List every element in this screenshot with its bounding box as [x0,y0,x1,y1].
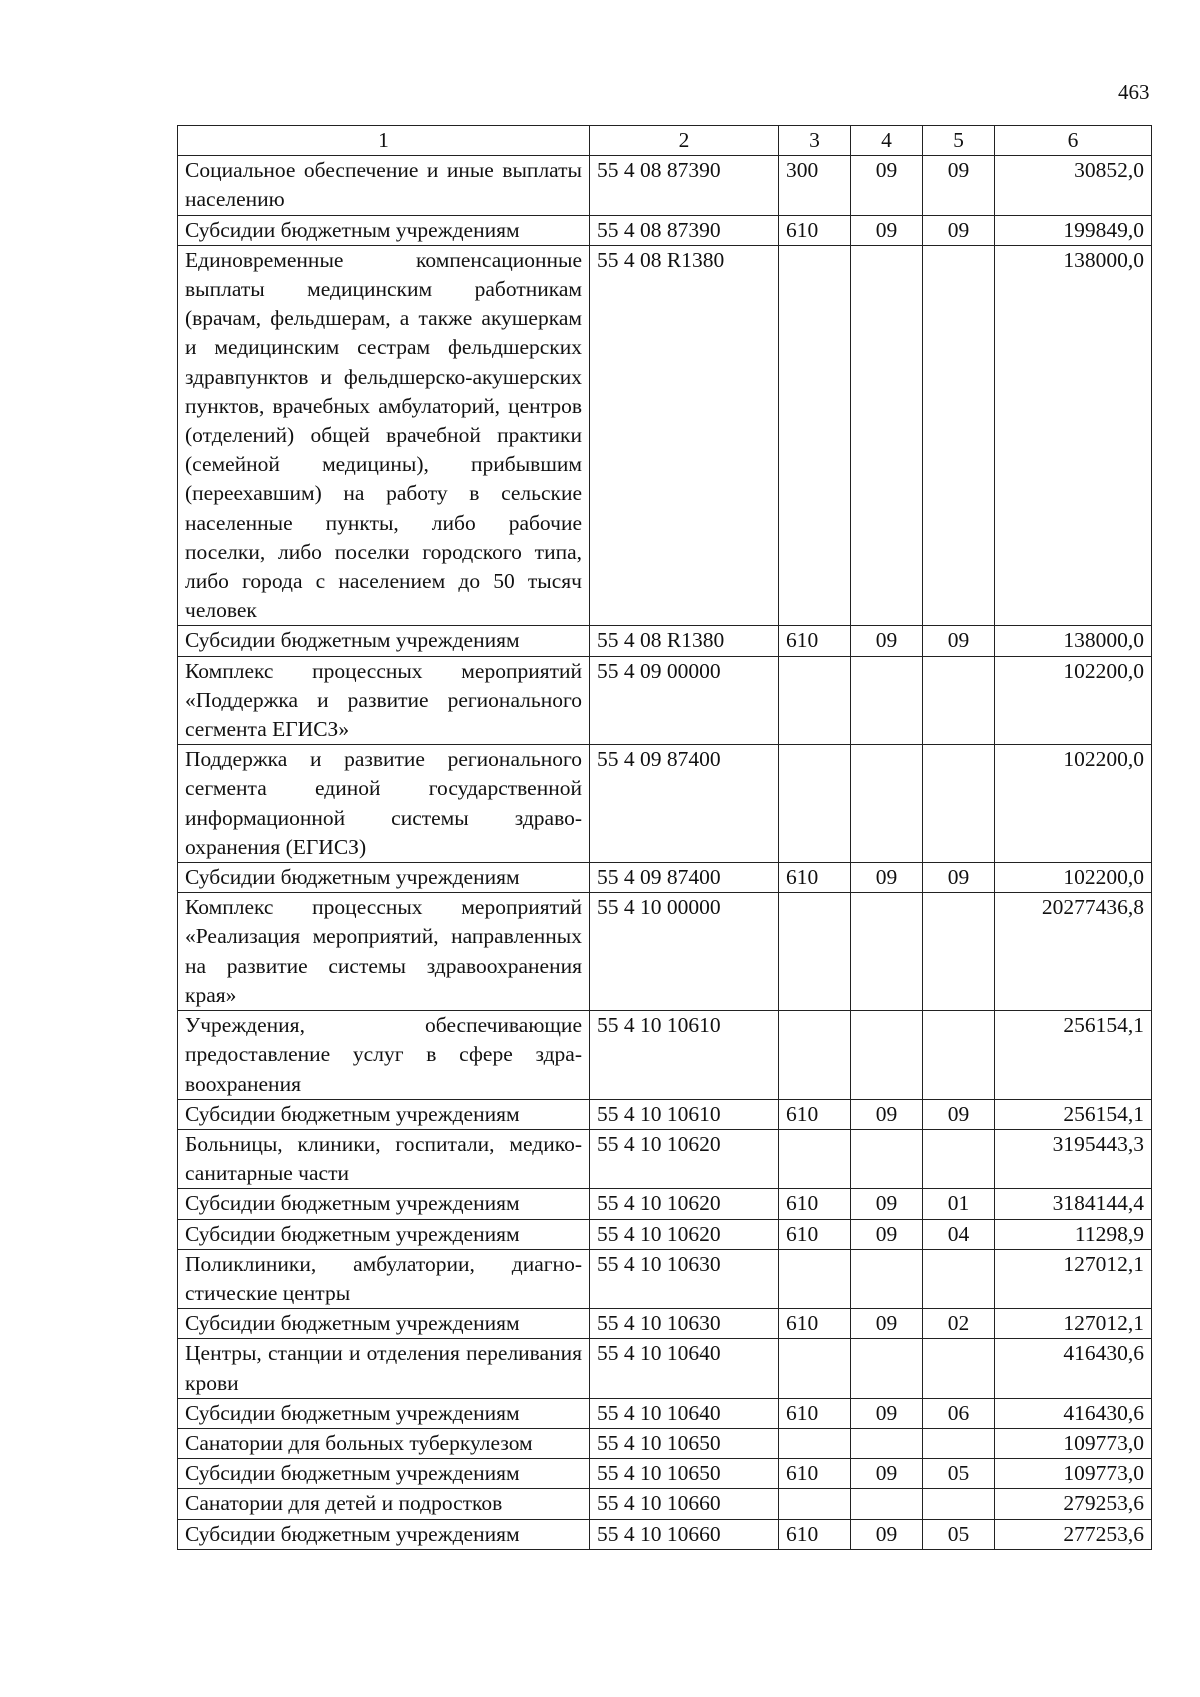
row-section: 09 [851,626,923,656]
row-kvr [779,1011,851,1100]
row-kvr [779,745,851,863]
row-section [851,745,923,863]
row-kvr: 610 [779,1309,851,1339]
row-amount: 138000,0 [995,245,1152,626]
row-name: Учреждения, обеспечивающие предоставление услуг в сфере здравоохранения [178,1011,590,1100]
table-row [178,893,1152,1011]
row-kvr [779,245,851,626]
row-amount: 277253,6 [995,1519,1152,1549]
table-row [178,156,1152,215]
table-row [178,1129,1152,1188]
row-section [851,893,923,1011]
row-name: Комплекс процессных мероприятий «Поддержка и развитие регионального сегмента ЕГИСЗ» [178,656,590,745]
row-subsection: 04 [923,1219,995,1249]
row-code: 55 4 10 10640 [590,1398,779,1428]
table-row [178,1519,1152,1549]
row-amount: 109773,0 [995,1459,1152,1489]
row-name: Субсидии бюджетным учреждениям [178,863,590,893]
row-code: 55 4 08 R1380 [590,245,779,626]
row-kvr: 610 [779,1519,851,1549]
row-section [851,656,923,745]
column-number-row [178,126,1152,156]
row-section [851,1011,923,1100]
table-row [178,1219,1152,1249]
row-section: 09 [851,1219,923,1249]
column-header: 1 [178,126,590,156]
row-code: 55 4 10 10630 [590,1309,779,1339]
row-kvr [779,1129,851,1188]
row-kvr: 610 [779,215,851,245]
column-header: 4 [851,126,923,156]
budget-table [177,125,1152,1550]
row-subsection: 05 [923,1519,995,1549]
row-name: Центры, станции и отделения переливания крови [178,1339,590,1398]
row-section: 09 [851,1519,923,1549]
table-row [178,245,1152,626]
row-name: Единовременные компенсационные выплаты медицинским работникам (врачам, фельдшерам, а также акушеркам и медицинским сестрам фельдшерских здравпунктов и фельдшерско-акушерских пунктов, врачебных амбулаторий, центров (отделений) общей врачебной практики (семейной медицины), прибывшим (переехавшим) на работу в сельские населенные пункты, либо рабочие поселки, либо поселки городского типа, либо города с населением до 50 тысяч человек [178,245,590,626]
row-kvr: 610 [779,1219,851,1249]
row-section [851,245,923,626]
row-amount: 30852,0 [995,156,1152,215]
row-subsection [923,1129,995,1188]
row-amount: 279253,6 [995,1489,1152,1519]
table-row [178,1339,1152,1398]
row-kvr: 610 [779,1459,851,1489]
row-kvr [779,1249,851,1308]
row-section [851,1428,923,1458]
row-section: 09 [851,863,923,893]
row-amount: 127012,1 [995,1249,1152,1308]
row-section [851,1489,923,1519]
row-name: Санатории для больных туберкулезом [178,1428,590,1458]
row-kvr: 610 [779,1189,851,1219]
row-code: 55 4 10 10630 [590,1249,779,1308]
row-kvr [779,1339,851,1398]
row-section [851,1339,923,1398]
table-row [178,1099,1152,1129]
row-code: 55 4 10 10620 [590,1189,779,1219]
row-amount: 102200,0 [995,745,1152,863]
row-code: 55 4 08 R1380 [590,626,779,656]
row-name: Санатории для детей и подростков [178,1489,590,1519]
row-kvr [779,1489,851,1519]
table-row [178,1249,1152,1308]
row-subsection [923,1489,995,1519]
row-name: Субсидии бюджетным учреждениям [178,1398,590,1428]
row-amount: 416430,6 [995,1339,1152,1398]
row-code: 55 4 10 10650 [590,1428,779,1458]
row-amount: 256154,1 [995,1011,1152,1100]
column-header: 6 [995,126,1152,156]
table-row [178,626,1152,656]
row-subsection [923,745,995,863]
row-kvr: 610 [779,1398,851,1428]
row-amount: 138000,0 [995,626,1152,656]
row-name: Субсидии бюджетным учреждениям [178,215,590,245]
row-subsection [923,1249,995,1308]
row-section: 09 [851,1309,923,1339]
row-code: 55 4 10 10660 [590,1519,779,1549]
row-subsection [923,656,995,745]
row-section: 09 [851,156,923,215]
table-row [178,1189,1152,1219]
row-name: Поддержка и развитие регионального сегмента единой государственной информационной системы здравоохранения (ЕГИСЗ) [178,745,590,863]
row-subsection: 09 [923,156,995,215]
table-body [178,156,1152,1550]
column-header: 2 [590,126,779,156]
row-code: 55 4 09 00000 [590,656,779,745]
row-section: 09 [851,1398,923,1428]
row-subsection: 09 [923,215,995,245]
row-kvr [779,1428,851,1458]
table-row [178,745,1152,863]
row-name: Субсидии бюджетным учреждениям [178,1459,590,1489]
row-subsection: 09 [923,1099,995,1129]
row-name: Субсидии бюджетным учреждениям [178,1309,590,1339]
row-section: 09 [851,1189,923,1219]
row-subsection: 05 [923,1459,995,1489]
row-amount: 256154,1 [995,1099,1152,1129]
table-row [178,1428,1152,1458]
row-kvr: 300 [779,156,851,215]
row-amount: 416430,6 [995,1398,1152,1428]
row-name: Субсидии бюджетным учреждениям [178,1099,590,1129]
row-code: 55 4 10 10650 [590,1459,779,1489]
table-row [178,656,1152,745]
row-name: Субсидии бюджетным учреждениям [178,1219,590,1249]
row-name: Комплекс процессных мероприятий «Реализация мероприятий, направленных на развитие системы здравоохранения края» [178,893,590,1011]
row-amount: 127012,1 [995,1309,1152,1339]
row-section [851,1129,923,1188]
table-row [178,1398,1152,1428]
row-amount: 102200,0 [995,656,1152,745]
page-number: 463 [1118,80,1150,104]
row-subsection [923,245,995,626]
row-amount: 11298,9 [995,1219,1152,1249]
row-subsection: 02 [923,1309,995,1339]
row-name: Больницы, клиники, госпитали, медико-санитарные части [178,1129,590,1188]
row-section: 09 [851,1099,923,1129]
table-row [178,1459,1152,1489]
table-row [178,1309,1152,1339]
table-row [178,1489,1152,1519]
row-subsection [923,1339,995,1398]
row-subsection [923,1011,995,1100]
row-subsection: 01 [923,1189,995,1219]
row-subsection [923,893,995,1011]
row-section: 09 [851,1459,923,1489]
row-name: Социальное обеспечение и иные выплаты населению [178,156,590,215]
row-kvr: 610 [779,626,851,656]
row-amount: 109773,0 [995,1428,1152,1458]
table-row [178,863,1152,893]
table-row [178,215,1152,245]
row-code: 55 4 09 87400 [590,863,779,893]
row-subsection [923,1428,995,1458]
column-header: 5 [923,126,995,156]
row-code: 55 4 10 00000 [590,893,779,1011]
row-kvr [779,893,851,1011]
row-code: 55 4 10 10610 [590,1099,779,1129]
row-subsection: 09 [923,626,995,656]
row-amount: 199849,0 [995,215,1152,245]
row-section [851,1249,923,1308]
row-section: 09 [851,215,923,245]
row-kvr: 610 [779,1099,851,1129]
row-name: Субсидии бюджетным учреждениям [178,626,590,656]
row-kvr [779,656,851,745]
row-kvr: 610 [779,863,851,893]
row-code: 55 4 09 87400 [590,745,779,863]
row-code: 55 4 10 10660 [590,1489,779,1519]
row-code: 55 4 10 10640 [590,1339,779,1398]
row-name: Субсидии бюджетным учреждениям [178,1189,590,1219]
row-code: 55 4 08 87390 [590,215,779,245]
row-subsection: 06 [923,1398,995,1428]
row-amount: 102200,0 [995,863,1152,893]
row-code: 55 4 10 10620 [590,1129,779,1188]
table-row [178,1011,1152,1100]
row-amount: 20277436,8 [995,893,1152,1011]
column-header: 3 [779,126,851,156]
row-subsection: 09 [923,863,995,893]
row-code: 55 4 10 10610 [590,1011,779,1100]
row-code: 55 4 08 87390 [590,156,779,215]
row-amount: 3195443,3 [995,1129,1152,1188]
row-name: Поликлиники, амбулатории, диагностические центры [178,1249,590,1308]
row-name: Субсидии бюджетным учреждениям [178,1519,590,1549]
row-code: 55 4 10 10620 [590,1219,779,1249]
row-amount: 3184144,4 [995,1189,1152,1219]
